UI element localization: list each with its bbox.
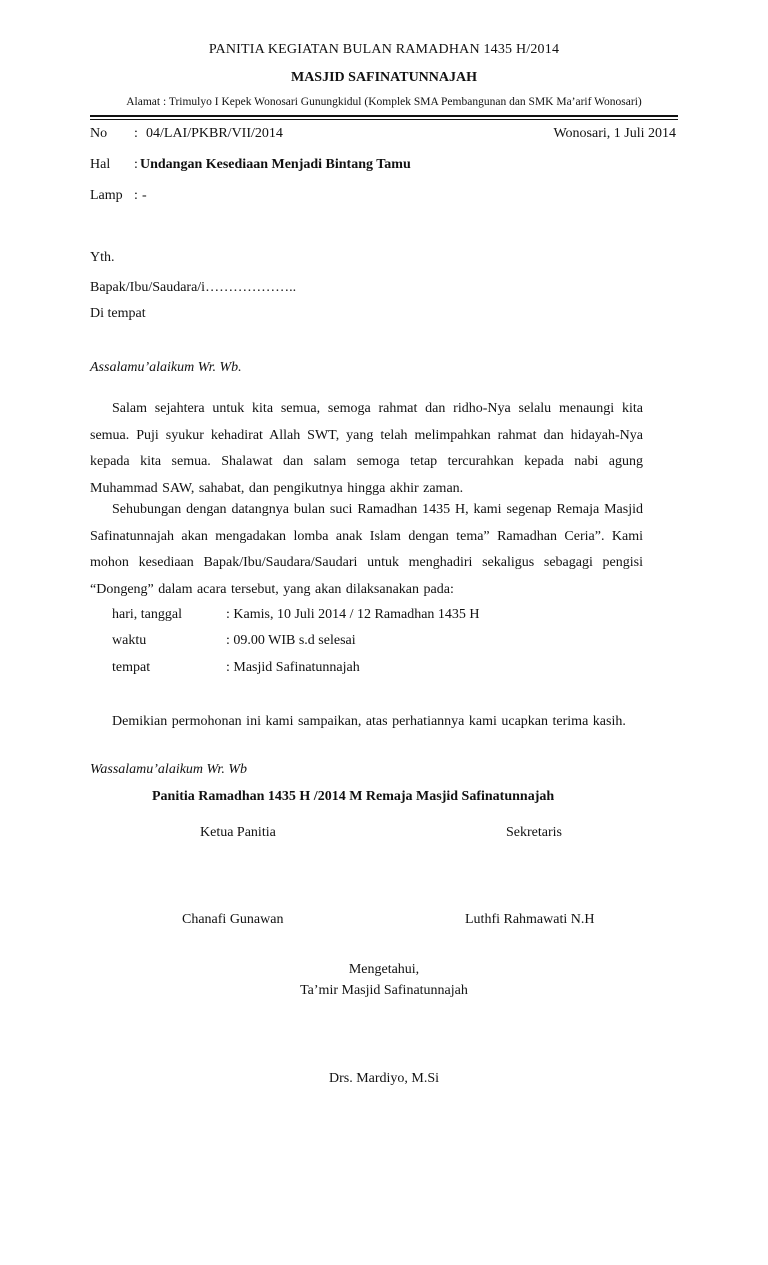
recipient-location: Di tempat — [90, 306, 146, 321]
letterhead-divider-thin — [90, 119, 678, 120]
letterhead-mosque: MASJID SAFINATUNNAJAH — [290, 70, 478, 85]
meta-subject-value: Undangan Kesediaan Menjadi Bintang Tamu — [140, 157, 411, 172]
body-paragraph-2 — [90, 497, 643, 603]
meta-number-value: 04/LAI/PKBR/VII/2014 — [146, 126, 283, 141]
committee-name: Panitia Ramadhan 1435 H /2014 M Remaja Masjid Safinatunnajah — [152, 789, 555, 804]
letterhead-committee: PANITIA KEGIATAN BULAN RAMADHAN 1435 H/2014 — [208, 42, 560, 57]
body-paragraph-1 — [90, 396, 643, 502]
takmir-title: Ta’mir Masjid Safinatunnajah — [300, 983, 468, 998]
acknowledge-label: Mengetahui, — [348, 962, 420, 977]
body-paragraph-2-text: Sehubungan dengan datangnya bulan suci Ramadhan 1435 H, kami segenap Remaja Masjid Safinatunnajah akan mengadakan lomba anak Islam dengan tema” Ramadhan Ceria”. Kami mohon kesediaan Bapak/Ibu/Saudara/Saudari untuk menghadiri sekaligus sebagagi pengisi “Dongeng” dalam acara tersebut, yang akan dilaksanakan pada: — [90, 502, 643, 597]
letterhead-address: Alamat : Trimulyo I Kepek Wonosari Gunungkidul (Komplek SMA Pembangunan dan SMK Ma’arif Wonosari) — [126, 96, 642, 108]
detail-time-label: waktu — [112, 633, 147, 648]
detail-date-value: : Kamis, 10 Juli 2014 / 12 Ramadhan 1435 H — [226, 607, 480, 622]
chair-name: Chanafi Gunawan — [182, 912, 284, 927]
takmir-name: Drs. Mardiyo, M.Si — [328, 1071, 440, 1086]
meta-subject-colon: : — [134, 157, 138, 172]
letterhead-divider-thick — [90, 115, 678, 117]
closing-greeting: Wassalamu’alaikum Wr. Wb — [90, 762, 247, 777]
opening-greeting: Assalamu’alaikum Wr. Wb. — [90, 360, 242, 375]
meta-attachment-colon: : — [134, 188, 138, 203]
meta-subject-label: Hal — [90, 157, 111, 172]
detail-place-value: : Masjid Safinatunnajah — [226, 660, 360, 675]
recipient-name: Bapak/Ibu/Saudara/i……………….. — [90, 280, 297, 295]
meta-attachment-label: Lamp — [90, 188, 123, 203]
secretary-name: Luthfi Rahmawati N.H — [465, 912, 595, 927]
meta-number-colon: : — [134, 126, 138, 141]
meta-subject-row — [90, 157, 590, 177]
body-paragraph-3-text: Demikian permohonan ini kami sampaikan, atas perhatiannya kami ucapkan terima kasih. — [112, 714, 626, 729]
recipient-salutation: Yth. — [90, 250, 115, 265]
body-paragraph-1-text: Salam sejahtera untuk kita semua, semoga rahmat dan ridho-Nya selalu menaungi kita semua. Puji syukur kehadirat Allah SWT, yang telah melimpahkan rahmat dan hidayah-Nya kepada kita semua. Shalawat dan salam semoga tetap tercurahkan kepada nabi agung Muhammad SAW, sahabat, dan pengikutnya hingga akhir zaman. — [90, 401, 643, 496]
detail-date-label: hari, tanggal — [112, 607, 182, 622]
meta-number-label: No — [90, 126, 108, 141]
body-paragraph-3 — [90, 709, 643, 736]
detail-time-value: : 09.00 WIB s.d selesai — [226, 633, 356, 648]
secretary-title: Sekretaris — [506, 825, 562, 840]
detail-place-label: tempat — [112, 660, 151, 675]
meta-attachment-row — [90, 188, 390, 208]
meta-place-date: Wonosari, 1 Juli 2014 — [553, 126, 676, 141]
meta-attachment-value: - — [142, 188, 147, 203]
chair-title: Ketua Panitia — [200, 825, 276, 840]
